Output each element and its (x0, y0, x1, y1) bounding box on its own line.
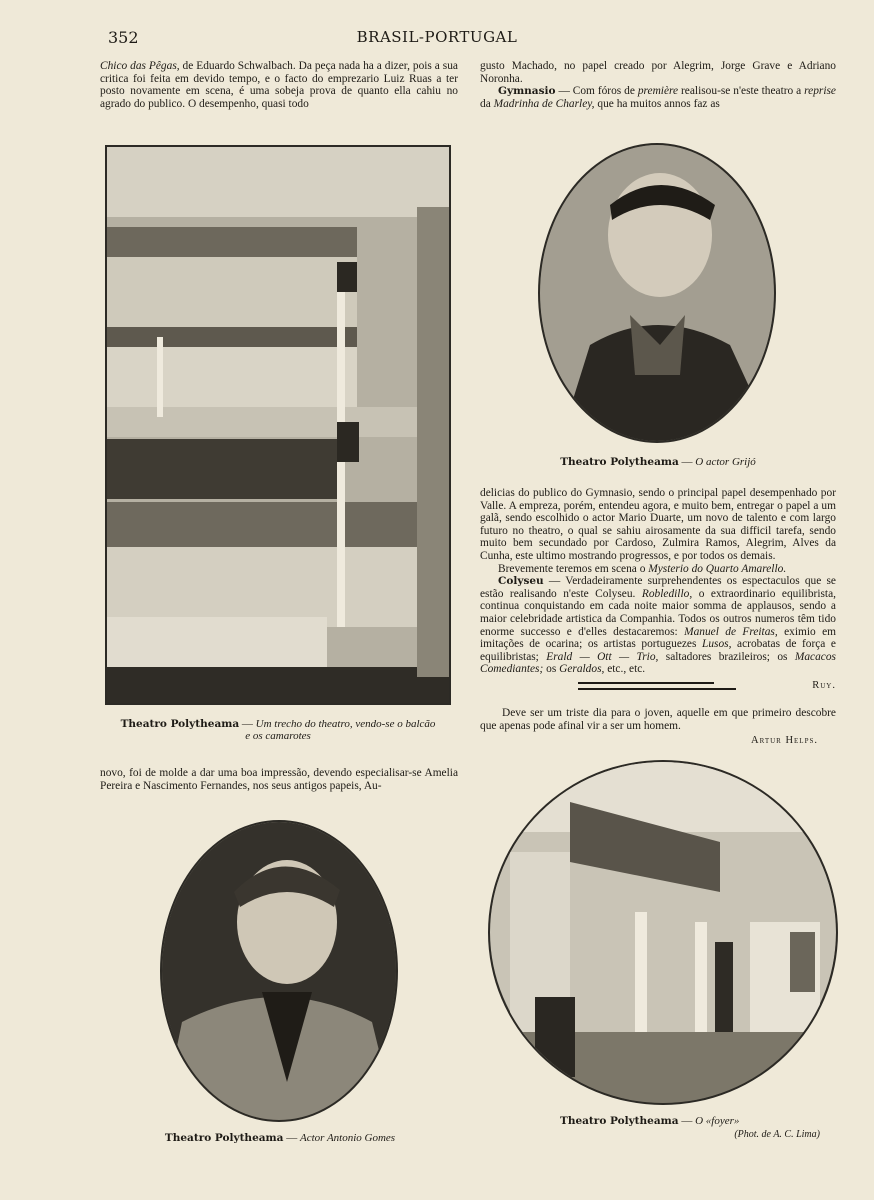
mysterio-text: Brevemente teremos em scena o (498, 562, 649, 575)
reprise-italic: reprise (804, 85, 836, 98)
colyseu-text-c: eximio em imitações de ocarina; os artistas portuguezes (480, 625, 836, 651)
gymnasio-continued: delicias do publico do Gymnasio, sendo o principal papel desempenhado por Valle. A empreza, porém, entendeu agora, e muito bem, entregar o papel a um galã, sendo escolhido o actor Mario Duarte, um novo de talento e com largo futuro no theatro, o qual se sahiu airosamente da sua difficil tarefa, sendo muito bem secundado por Cardoso, Zulmira Ramos, Alegrim, Alves da Cunha, este ultimo mostrando progressos, e por todos os demais. (480, 487, 836, 562)
madrinha-italic: Madrinha de Charley, (493, 97, 595, 110)
colyseu-text-a: — Verdadeiramente surprehendentes os espectaculos que se estão realisando n'este Colyseu. (480, 575, 836, 600)
quote-author: Artur Helps. (750, 735, 818, 747)
grijo-caption-dash: — (678, 456, 696, 468)
right-top-p1: gusto Machado, no papel creado por Alegrim, Jorge Grave e Adriano Noronha. (480, 60, 836, 85)
premiere-italic: première (637, 85, 679, 98)
manuel-italic: Manuel de Freitas, (684, 625, 778, 638)
foyer-caption-title: Theatro Polytheama (560, 1115, 679, 1127)
left-top-paragraph (100, 60, 458, 110)
grijo-caption (520, 456, 796, 468)
interior-caption (100, 718, 456, 742)
lusos-italic: Lusos, (702, 638, 732, 651)
gymnasio-heading: Gymnasio (498, 85, 556, 98)
colyseu-paragraph (480, 575, 836, 676)
gomes-caption-dash: — (283, 1132, 300, 1144)
actor-antonio-gomes-portrait (160, 820, 398, 1122)
right-middle-block (480, 487, 836, 691)
foyer-photo (488, 760, 838, 1105)
foyer-illustration (490, 762, 836, 1103)
gomes-caption-title: Theatro Polytheama (164, 1132, 284, 1144)
gomes-caption-text: Actor Antonio Gomes (299, 1132, 396, 1144)
foyer-caption (560, 1115, 760, 1127)
play-title: Chico das Pêgas, (100, 60, 180, 72)
signature-ruy: Ruy. (812, 679, 836, 691)
interior-caption-text: Um trecho do theatro, vendo-se o balcão (255, 718, 436, 730)
gymnasio-text-d: que ha muitos annos faz as (594, 97, 720, 110)
photo-credit-text: (Phot. de A. C. Lima) (734, 1129, 820, 1140)
interior-caption-dash: — (239, 718, 256, 730)
macacos-italic: Macacos Comediantes; (480, 650, 836, 676)
quote-block (480, 707, 836, 746)
interior-caption-text2: e os camarotes (245, 730, 311, 742)
interior-caption-title: Theatro Polytheama (120, 718, 240, 730)
robledillo-italic: Robledillo, (641, 587, 693, 600)
left-bottom-paragraph: novo, foi de molde a dar uma boa impressão, devendo especialisar-se Amelia Pereira e Nascimento Fernandes, nos seus antigos papeis, Au- (100, 767, 458, 792)
right-top-block (480, 60, 836, 110)
gomes-caption (150, 1132, 410, 1144)
photo-credit (660, 1129, 820, 1140)
colyseu-text-g: etc., etc. (604, 663, 646, 676)
running-title: BRASIL-PORTUGAL (356, 28, 518, 46)
colyseu-text-b: o extraordinario equilibrista, continua conquistando em cada noite maior somma de applausos, sendo a maior celebridade artistica da Companhia. Todos os outros numeros têm tido enorme successo e d'elles destacaremos: (480, 587, 836, 638)
mysterio-paragraph (480, 563, 836, 576)
colyseu-text-f: os (543, 663, 560, 676)
colyseu-text-e: saltadores brazileiros; os (658, 650, 795, 663)
gymnasio-paragraph (480, 85, 836, 110)
erald-italic: Erald — Ott — Trio, (546, 650, 659, 663)
divider-rule-bottom (578, 688, 736, 690)
gomes-portrait-illustration (162, 822, 396, 1120)
gymnasio-text-c: da (480, 97, 494, 110)
gymnasio-text-b: realisou-se n'este theatro a (678, 85, 805, 98)
divider-rule-top (578, 682, 714, 684)
colyseu-heading: Colyseu (498, 575, 544, 588)
page-number: 352 (108, 28, 139, 47)
grijo-caption-text: O actor Grijó (695, 456, 756, 468)
gymnasio-text-a: — Com fóros de (555, 85, 638, 98)
actor-grijo-portrait (538, 143, 776, 443)
mysterio-italic: Mysterio do Quarto Amarello. (648, 562, 787, 575)
theatre-interior-illustration (107, 147, 449, 703)
geraldos-italic: Geraldos, (559, 663, 605, 676)
left-top-text: de Eduardo Schwalbach. Da peça nada ha a dizer, pois a sua critica foi feita em devido tempo, e o facto do emprezario Luiz Ruas a ter posto novamente em scena, é uma sobeja prova de quanto ella cahiu no agrado do publico. O desempenho, quasi todo (100, 60, 458, 110)
grijo-portrait-illustration (540, 145, 774, 441)
quote-text: Deve ser um triste dia para o joven, aquelle em que primeiro descobre que apenas pode afinal vir a ser um homem. (480, 707, 836, 732)
grijo-caption-title: Theatro Polytheama (560, 456, 679, 468)
theatre-interior-photo (105, 145, 451, 705)
foyer-caption-dash: — (678, 1115, 696, 1127)
colyseu-text-d: acrobatas de força e equilibristas; (480, 638, 836, 663)
foyer-caption-text: O «foyer» (695, 1115, 740, 1127)
